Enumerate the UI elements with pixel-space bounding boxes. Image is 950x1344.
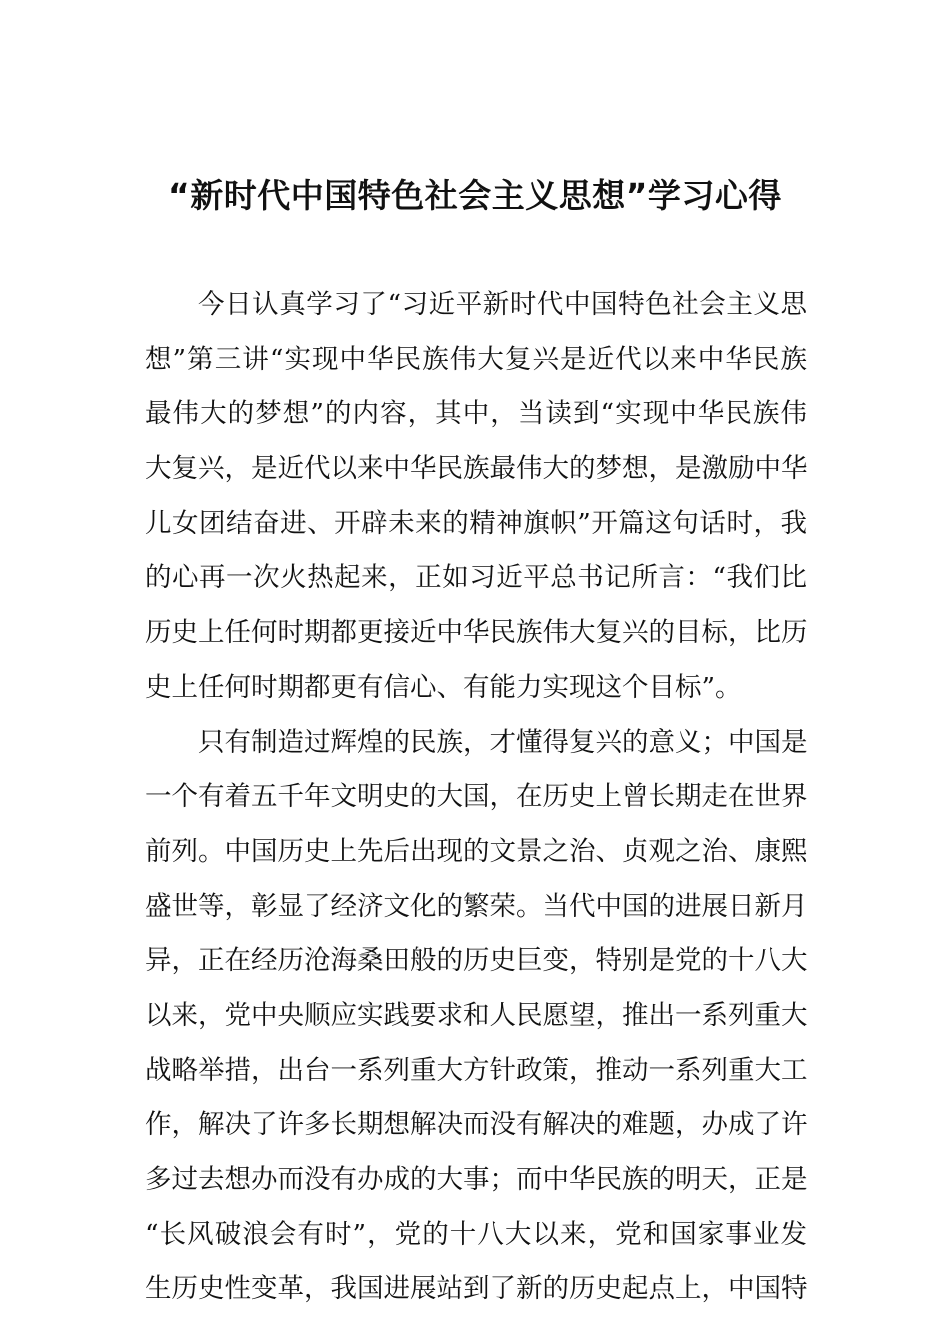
paragraph-1-line-3: 最伟大的梦想”的内容，其中，当读到“实现中华民族伟 <box>145 398 807 430</box>
paragraph-1-line-6: 的心再一次火热起来，正如习近平总书记所言：“我们比 <box>145 562 807 594</box>
paragraph-2-line-8: 作，解决了许多长期想解决而没有解决的难题，办成了许 <box>145 1109 808 1141</box>
paragraph-2-line-4: 盛世等，彰显了经济文化的繁荣。当代中国的进展日新月 <box>145 890 808 922</box>
paragraph-2-line-3: 前列。中国历史上先后出现的文景之治、贞观之治、康熙 <box>145 835 808 867</box>
paragraph-1-line-7: 历史上任何时期都更接近中华民族伟大复兴的目标，比历 <box>145 617 808 649</box>
paragraph-2-line-7: 战略举措，出台一系列重大方针政策，推动一系列重大工 <box>145 1054 808 1086</box>
paragraph-2-line-5: 异，正在经历沧海桑田般的历史巨变，特别是党的十八大 <box>145 945 808 977</box>
paragraph-2-line-1: 只有制造过辉煌的民族，才懂得复兴的意义；中国是 <box>198 726 808 758</box>
paragraph-2-line-11: 生历史性变革，我国进展站到了新的历史起点上，中国特 <box>145 1273 808 1305</box>
paragraph-2-line-9: 多过去想办而没有办成的大事；而中华民族的明天，正是 <box>145 1164 808 1195</box>
document-body <box>145 278 807 1317</box>
paragraph-2-line-6: 以来，党中央顺应实践要求和人民愿望，推出一系列重大 <box>145 999 808 1031</box>
paragraph-1-line-1: 今日认真学习了“习近平新时代中国特色社会主义思 <box>198 289 807 320</box>
paragraph-1-line-8: 史上任何时期都更有信心、有能力实现这个目标”。 <box>145 671 742 703</box>
paragraph-2-line-10: “长风破浪会有时”，党的十八大以来，党和国家事业发 <box>145 1218 807 1250</box>
document-title: “新时代中国特色社会主义思想”学习心得 <box>168 176 782 215</box>
paragraph-1-line-2: 想”第三讲“实现中华民族伟大复兴是近代以来中华民族 <box>145 343 807 375</box>
paragraph-1-line-4: 大复兴，是近代以来中华民族最伟大的梦想，是激励中华 <box>145 453 808 485</box>
paragraph-2-line-2: 一个有着五千年文明史的大国，在历史上曾长期走在世界 <box>145 781 808 813</box>
paragraph-1-line-5: 儿女团结奋进、开辟未来的精神旗帜”开篇这句话时，我 <box>145 507 807 539</box>
